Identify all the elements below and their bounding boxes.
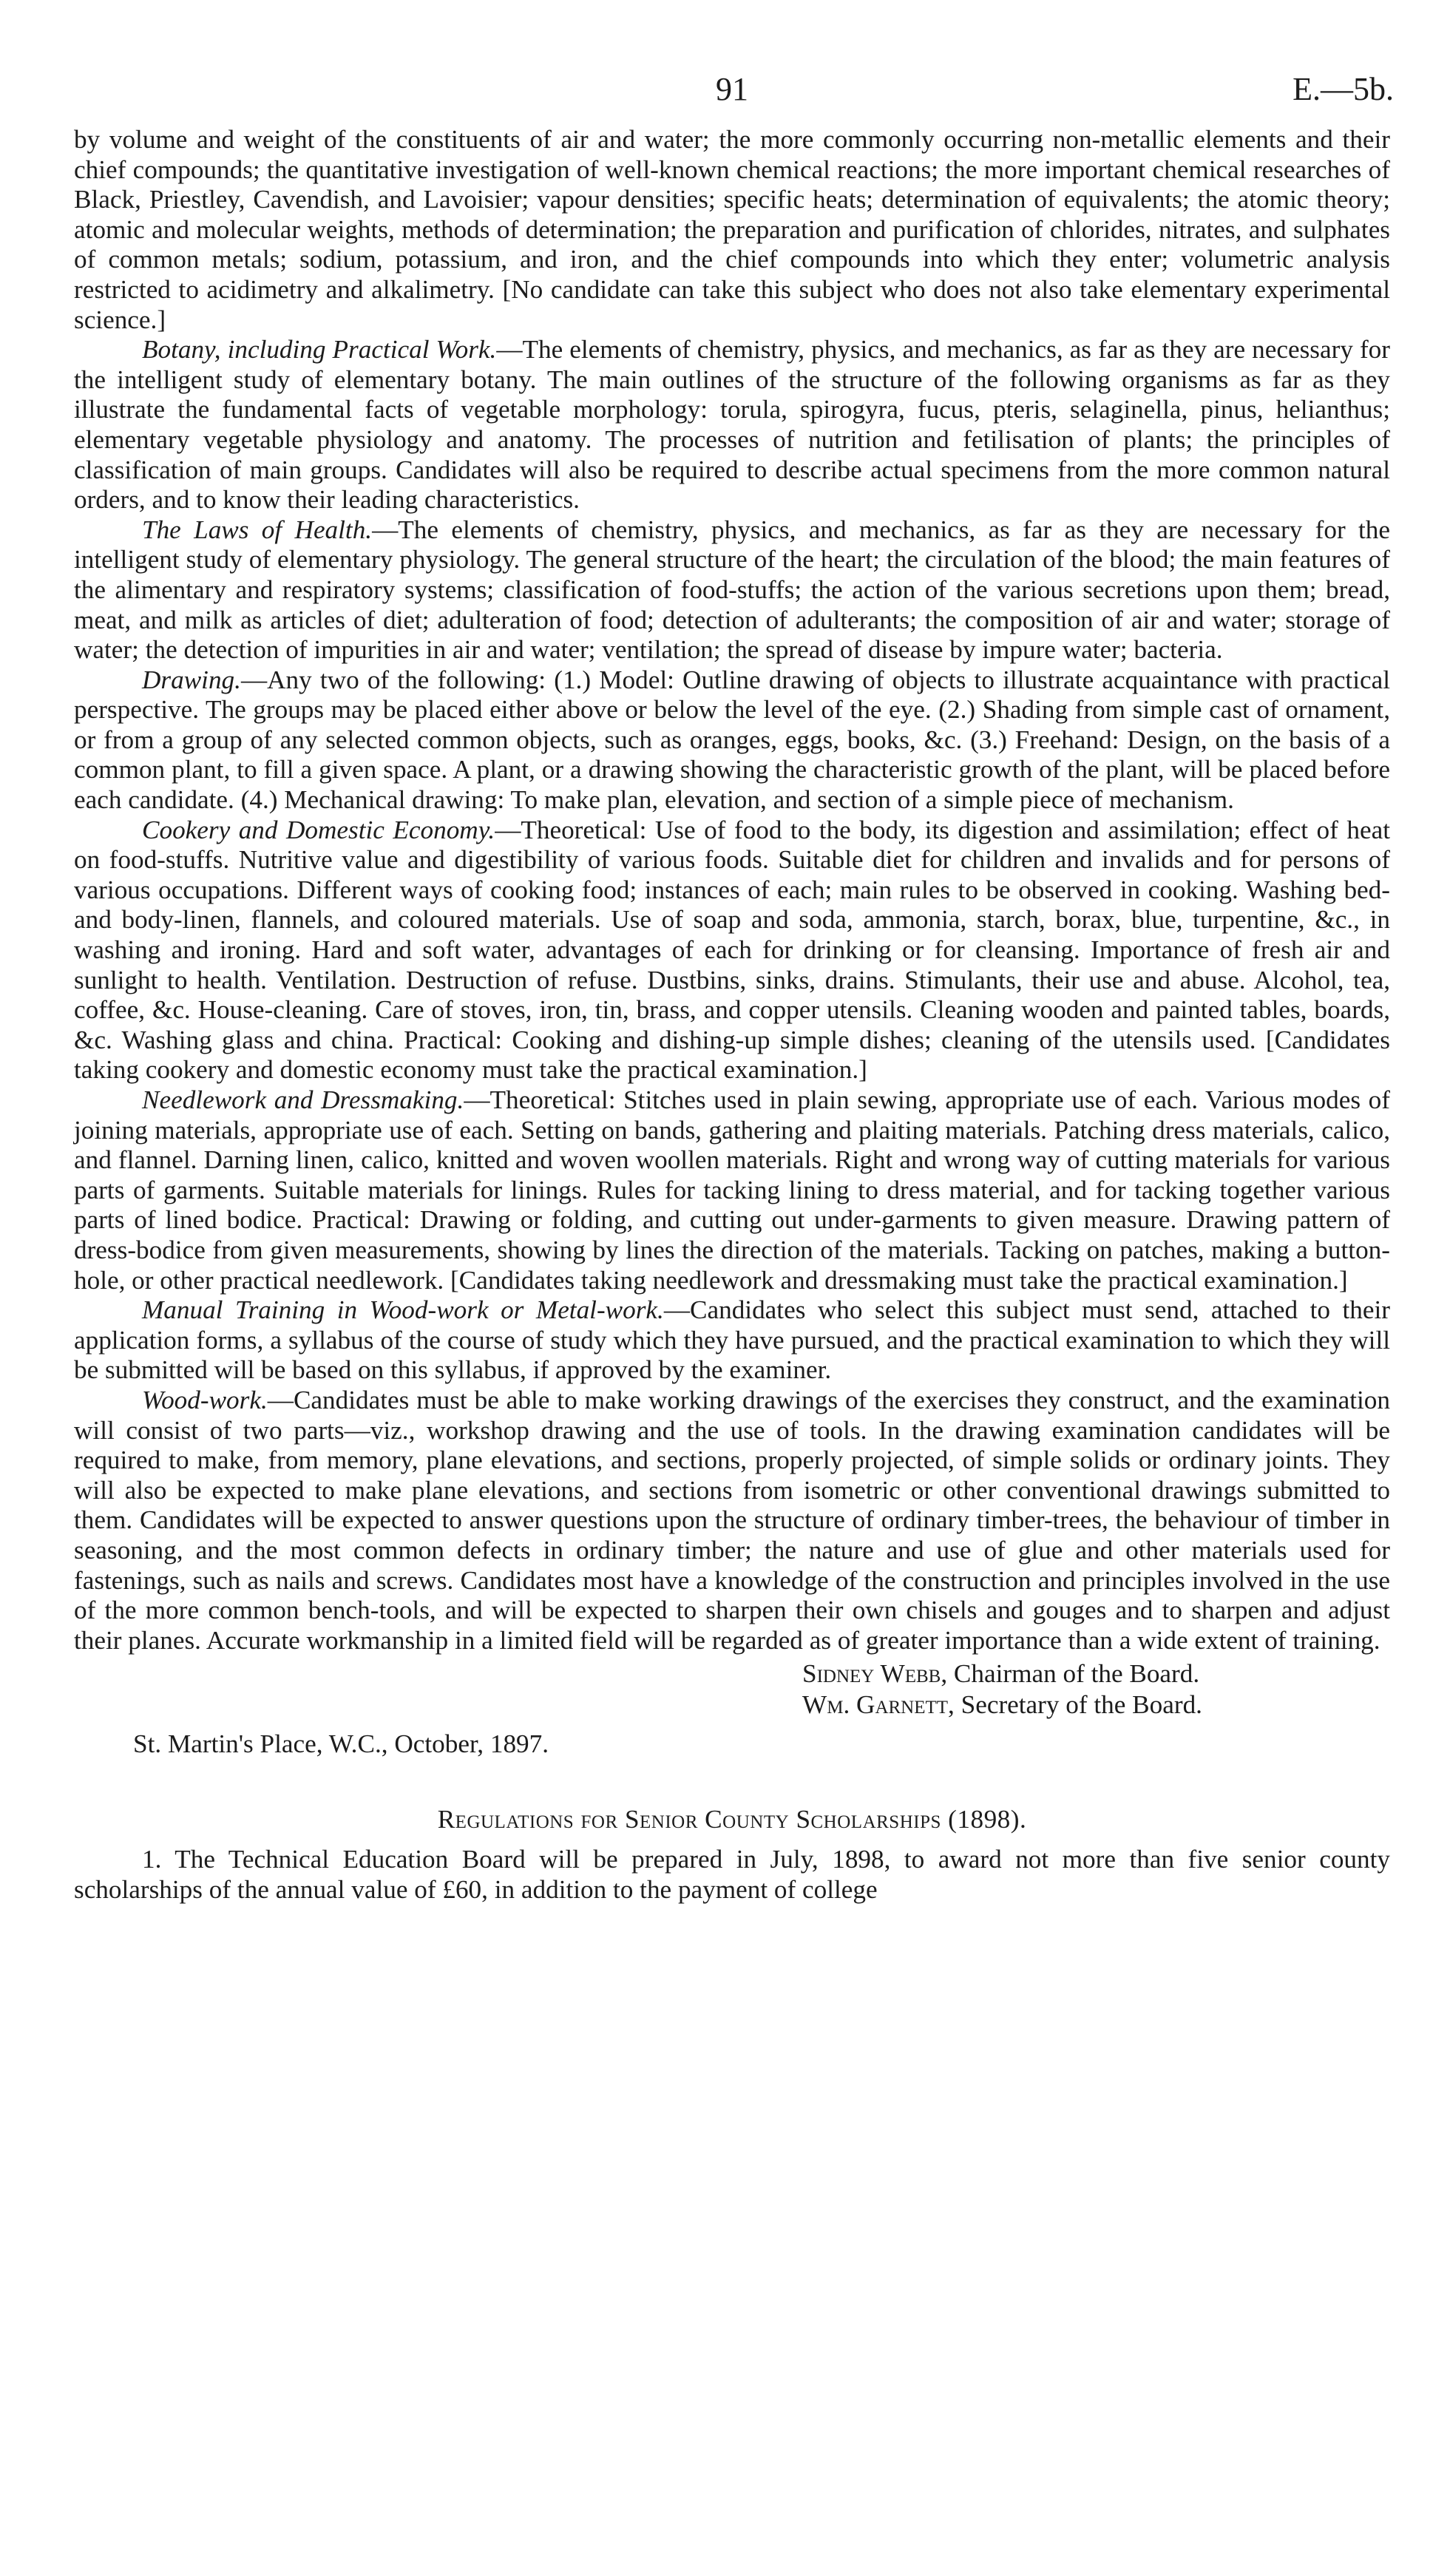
paragraph-text: —Theoretical: Use of food to the body, its digestion and assimilation; effect of heat on food-stuffs. Nutritive value and digestibility of various foods. Suitable diet for children and invalids and for persons of various occupations. Different ways of cooking food; instances of each; main rules to be observed in cooking. Washing bed- and body-linen, flannels, and coloured materials. Use of soap and soda, ammonia, starch, borax, blue, turpentine, &c., in washing and ironing. Hard and soft water, advantages of each for drinking or for cleansing. Importance of fresh air and sunlight to health. Ventilation. Destruction of refuse. Dustbins, sinks, drains. Stimulants, their use and abuse. Alcohol, tea, coffee, &c. House-cleaning. Care of stoves, iron, tin, brass, and copper utensils. Cleaning wooden and painted tables, boards, &c. Washing glass and china. Practical: Cooking and dishing-up simple dishes; cleaning of the utensils used. [Candidates taking cookery and domestic economy must take the practical examination.] (74, 815, 1390, 1085)
paragraph-botany (74, 335, 1390, 515)
signatory-name: Wm. Garnett (802, 1690, 949, 1720)
paragraph-text: —Candidates who select this subject must send, attached to their application forms, a syllabus of the course of study which they have pursued, and the practical examination to which they will be submitted will be based on this syllabus, if approved by the examiner. (74, 1295, 1390, 1385)
subject-heading: The Laws of Health. (142, 515, 373, 544)
subject-heading: Needlework and Dressmaking. (142, 1085, 464, 1114)
paragraph-text: —Theoretical: Stitches used in plain sewing, appropriate use of each. Various modes of joining materials, appropriate use of each. Setting on bands, gathering and plaiting materials. Patching dress materials, calico, and flannel. Darning linen, calico, knitted and woven woollen materials. Right and wrong way of cutting materials for various parts of garments. Suitable materials for linings. Rules for tacking lining to dress material, and for tacking together various parts of lined bodice. Practical: Drawing or folding, and cutting out under-garments to given measure. Drawing pattern of dress-bodice from given measurements, showing by lines the direction of the materials. Tacking on patches, making a button-hole, or other practical needlework. [Candidates taking needlework and dressmaking must take the practical examination.] (74, 1085, 1390, 1295)
paragraph-text: —Candidates must be able to make working drawings of the exercises they construct, and the examination will consist of two parts—viz., workshop drawing and the use of tools. In the drawing examination candidates will be required to make, from memory, plane elevations, and sections, properly projected, of simple solids or ordinary joints. They will also be expected to make plane elevations, and sections from isometric or other conventional drawings submitted to them. Candidates will be expected to answer questions upon the structure of ordinary timber-trees, the behaviour of timber in seasoning, and the most common defects in ordinary timber; the nature and use of glue and other materials used for fastenings, such as nails and screws. Candidates most have a knowledge of the construction and principles involved in the use of the more common bench-tools, and will be expected to sharpen their own chisels and gouges and to sharpen and adjust their planes. Accurate workmanship in a limited field will be regarded as of greater importance than a wide extent of training. (74, 1385, 1390, 1655)
paragraph-text: —The elements of chemistry, physics, and mechanics, as far as they are necessary for the intelligent study of elementary botany. The main outlines of the structure of the following organisms as far as they illustrate the fundamental facts of vegetable morphology: torula, spirogyra, fucus, pteris, selaginella, pinus, helianthus; elementary vegetable physiology and anatomy. The processes of nutrition and fetilisation of plants; the principles of classification of main groups. Candidates will also be required to describe actual specimens from the more common natural orders, and to know their leading characteristics. (74, 335, 1390, 515)
signatory-role: , Secretary of the Board. (948, 1690, 1202, 1720)
paragraph-wood-work (74, 1386, 1390, 1655)
paragraph-cookery (74, 816, 1390, 1085)
signature-block (802, 1658, 1390, 1721)
page-reference: E.—5b. (1293, 71, 1394, 107)
paragraph-needlework (74, 1085, 1390, 1295)
subject-heading: Drawing. (142, 665, 241, 694)
paragraph-chemistry-continued (74, 125, 1390, 335)
page-header (74, 70, 1394, 122)
signature-chairman (802, 1658, 1390, 1689)
paragraph-laws-of-health (74, 515, 1390, 665)
dateline: St. Martin's Place, W.C., October, 1897. (133, 1729, 549, 1759)
subject-heading: Manual Training in Wood-work or Metal-work. (142, 1295, 664, 1325)
paragraph-text: —The elements of chemistry, physics, and mechanics, as far as they are necessary for the intelligent study of elementary physiology. The general structure of the heart; the circulation of the blood; the main features of the alimentary and respiratory systems; classification of food-stuffs; the action of the various secretions upon them; bread, meat, and milk as articles of diet; adulteration of food; detection of adulterants; the composition of air and water; storage of water; the detection of impurities in air and water; ventilation; the spread of disease by impure water; bacteria. (74, 515, 1391, 665)
paragraph-text: by volume and weight of the constituents of air and water; the more commonly occurring non-metallic elements and their chief compounds; the quantitative investigation of well-known chemical reactions; the more important chemical researches of Black, Priestley, Cavendish, and Lavoisier; vapour densities; specific heats; determination of equivalents; the atomic theory; atomic and molecular weights, methods of determination; the preparation and purification of chlorides, nitrates, and sulphates of common metals; sodium, potassium, and iron, and the chief compounds into which they enter; volumetric analysis restricted to acidimetry and alkalimetry. [No candidate can take this subject who does not also take elementary experimental science.] (74, 125, 1390, 334)
signatory-name: Sidney Webb (802, 1659, 941, 1689)
document-page (74, 70, 1394, 1905)
body-text (74, 125, 1390, 1655)
subject-heading: Cookery and Domestic Economy. (142, 815, 495, 844)
subject-heading: Botany, including Practical Work. (142, 335, 497, 365)
paragraph-drawing (74, 665, 1390, 816)
page-number: 91 (716, 71, 748, 107)
regulations-paragraph-1: 1. The Technical Education Board will be prepared in July, 1898, to award not more than five senior county scholarships of the annual value of £60, in addition to the payment of college (74, 1845, 1390, 1904)
regulations-title: Regulations for Senior County Scholarships (1898). (437, 1805, 1027, 1834)
signature-secretary (802, 1689, 1390, 1721)
paragraph-manual-training (74, 1295, 1390, 1386)
signatory-role: , Chairman of the Board. (941, 1659, 1200, 1689)
paragraph-text: —Any two of the following: (1.) Model: Outline drawing of objects to illustrate acquaintance with practical perspective. The groups may be placed either above or below the level of the eye. (2.) Shading from simple cast of ornament, or from a group of any selected common objects, such as oranges, eggs, books, &c. (3.) Freehand: Design, on the basis of a common plant, to fill a given space. A plant, or a drawing showing the characteristic growth of the plant, will be placed before each candidate. (4.) Mechanical drawing: To make plan, elevation, and section of a simple piece of mechanism. (74, 665, 1390, 815)
subject-heading: Wood-work. (142, 1385, 268, 1414)
